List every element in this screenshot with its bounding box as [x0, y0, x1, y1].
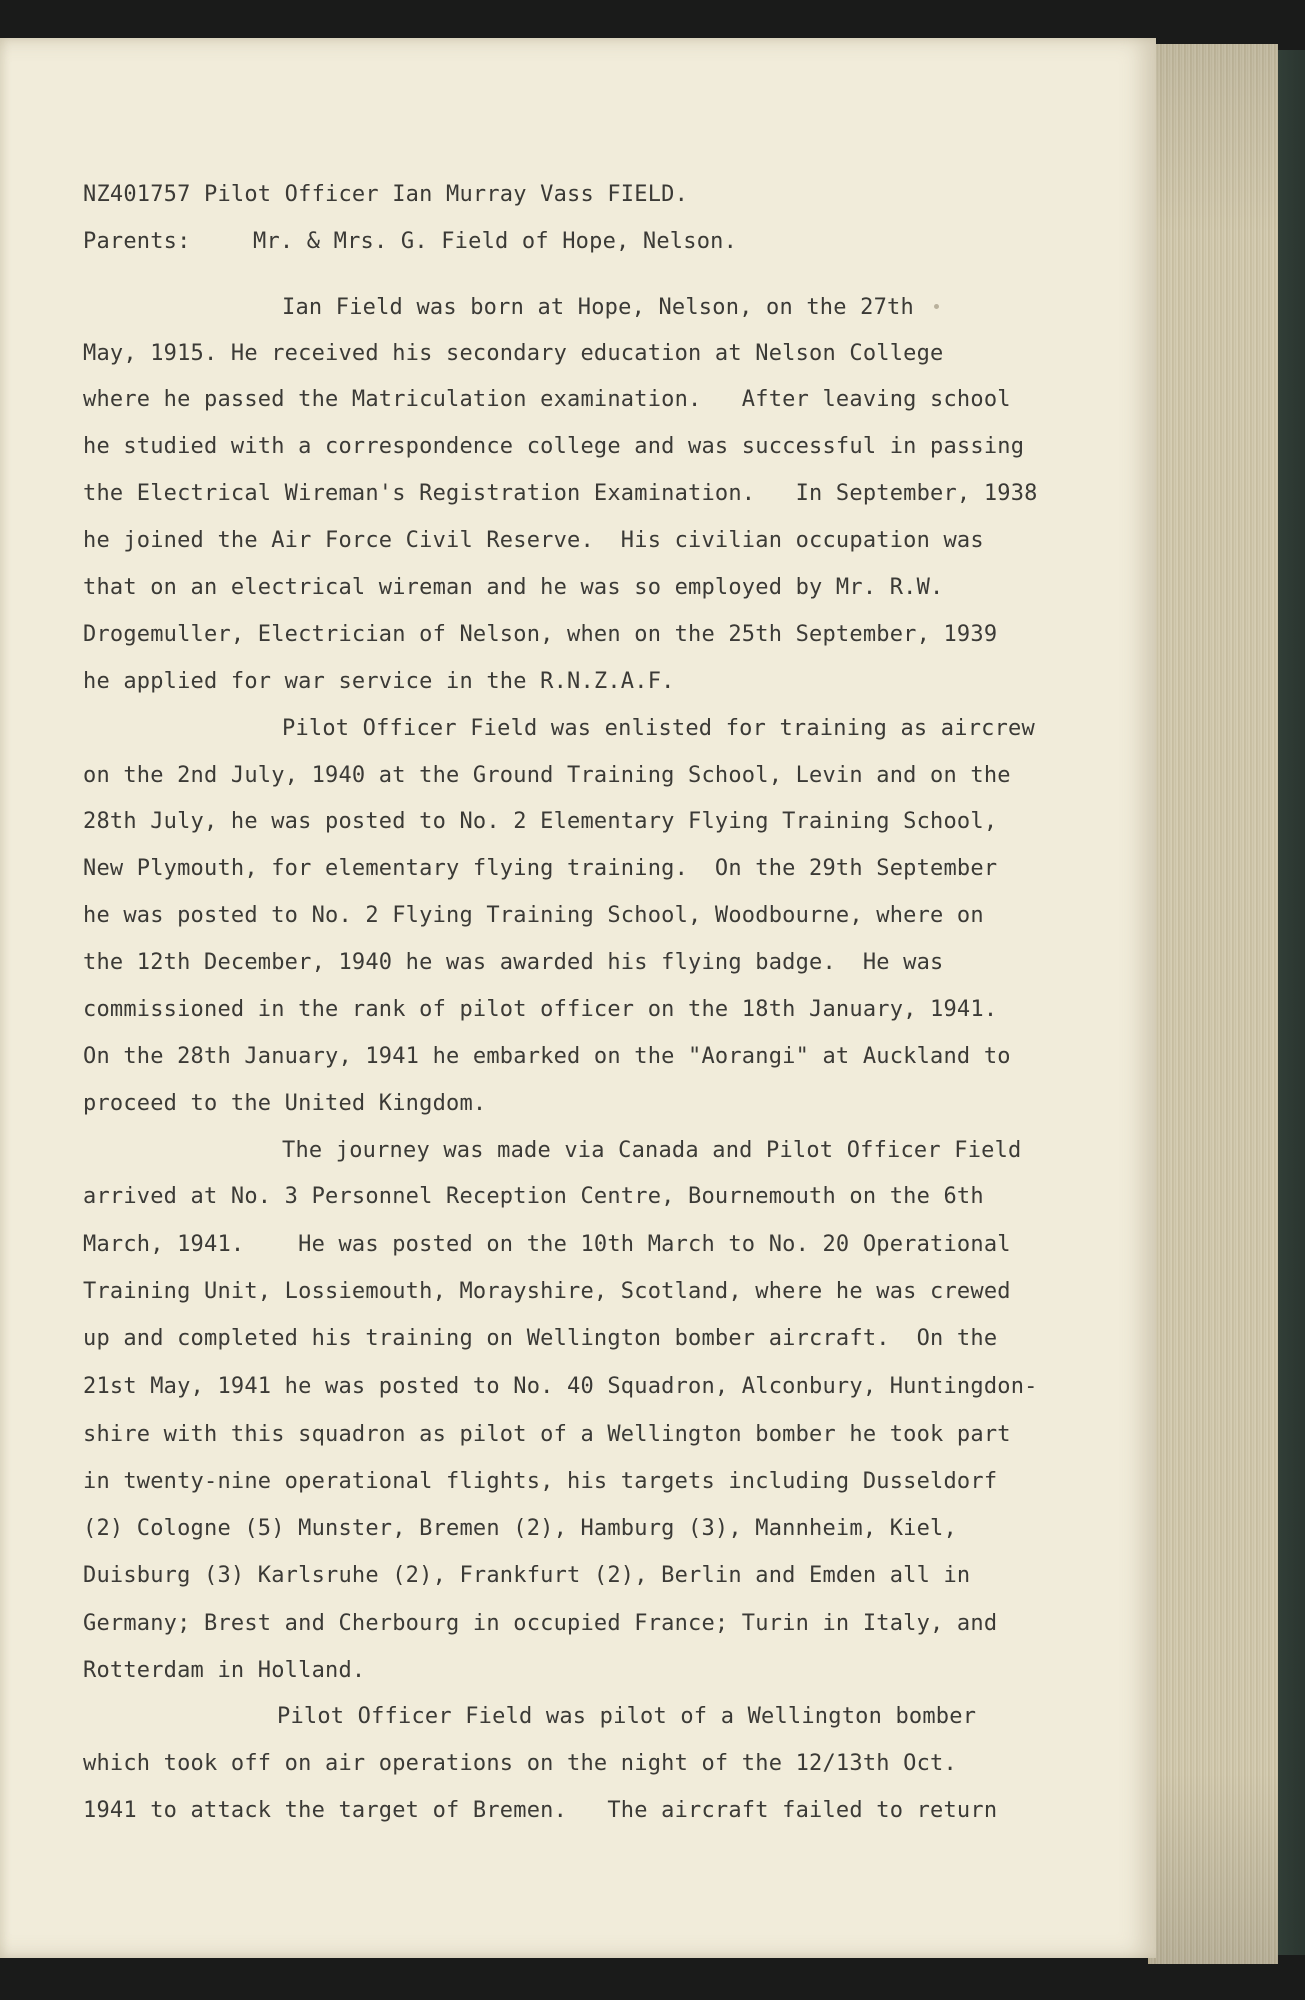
body-line: The journey was made via Canada and Pilot Officer Field — [282, 1138, 1022, 1163]
record-heading: NZ401757 Pilot Officer Ian Murray Vass FIELD. — [83, 182, 689, 207]
body-line: he joined the Air Force Civil Reserve. His civilian occupation was — [83, 528, 984, 553]
page-edges — [1148, 44, 1278, 1964]
body-line: he was posted to No. 2 Flying Training School, Woodbourne, where on — [83, 903, 984, 928]
body-line: Drogemuller, Electrician of Nelson, when on the 25th September, 1939 — [83, 622, 998, 647]
body-line: proceed to the United Kingdom. — [83, 1091, 487, 1116]
body-line: which took off on air operations on the night of the 12/13th Oct. — [83, 1751, 957, 1776]
body-line: on the 2nd July, 1940 at the Ground Training School, Levin and on the — [83, 763, 1011, 788]
body-line: 1941 to attack the target of Bremen. The aircraft failed to return — [83, 1798, 998, 1823]
parents-label: Parents: — [83, 229, 191, 254]
typed-page — [0, 38, 1156, 1958]
body-line: he studied with a correspondence college and was successful in passing — [83, 434, 1025, 459]
body-line: Germany; Brest and Cherbourg in occupied France; Turin in Italy, and — [83, 1611, 998, 1636]
body-line: March, 1941. He was posted on the 10th March to No. 20 Operational — [83, 1232, 1011, 1257]
body-line: Ian Field was born at Hope, Nelson, on the 27th — [282, 295, 914, 320]
body-line: 21st May, 1941 he was posted to No. 40 Squadron, Alconbury, Huntingdon- — [83, 1374, 1038, 1399]
body-line: the Electrical Wireman's Registration Examination. In September, 1938 — [83, 481, 1038, 506]
body-line: he applied for war service in the R.N.Z.A.F. — [83, 669, 675, 694]
body-line: Training Unit, Lossiemouth, Morayshire, Scotland, where he was crewed — [83, 1279, 1011, 1304]
body-line: where he passed the Matriculation examination. After leaving school — [83, 387, 1011, 412]
body-line: the 12th December, 1940 he was awarded his flying badge. He was — [83, 950, 944, 975]
body-line: shire with this squadron as pilot of a Wellington bomber he took part — [83, 1422, 1011, 1447]
body-line: New Plymouth, for elementary flying training. On the 29th September — [83, 856, 998, 881]
body-line: Rotterdam in Holland. — [83, 1658, 366, 1683]
body-line: 28th July, he was posted to No. 2 Elementary Flying Training School, — [83, 809, 998, 834]
body-line: up and completed his training on Wellington bomber aircraft. On the — [83, 1326, 998, 1351]
parents-value: Mr. & Mrs. G. Field of Hope, Nelson. — [253, 229, 738, 254]
body-line: that on an electrical wireman and he was so employed by Mr. R.W. — [83, 575, 944, 600]
body-line: commissioned in the rank of pilot officer on the 18th January, 1941. — [83, 997, 998, 1022]
body-line: May, 1915. He received his secondary education at Nelson College — [83, 341, 944, 366]
body-line: Pilot Officer Field was enlisted for training as aircrew — [282, 716, 1035, 741]
body-line: Duisburg (3) Karlsruhe (2), Frankfurt (2), Berlin and Emden all in — [83, 1563, 971, 1588]
body-line: Pilot Officer Field was pilot of a Wellington bomber — [277, 1704, 977, 1729]
body-line: in twenty-nine operational flights, his targets including Dusseldorf — [83, 1469, 998, 1494]
body-line: On the 28th January, 1941 he embarked on the "Aorangi" at Auckland to — [83, 1044, 1011, 1069]
body-line: arrived at No. 3 Personnel Reception Centre, Bournemouth on the 6th — [83, 1184, 984, 1209]
paper-speck — [934, 304, 939, 309]
body-line: (2) Cologne (5) Munster, Bremen (2), Hamburg (3), Mannheim, Kiel, — [83, 1516, 957, 1541]
